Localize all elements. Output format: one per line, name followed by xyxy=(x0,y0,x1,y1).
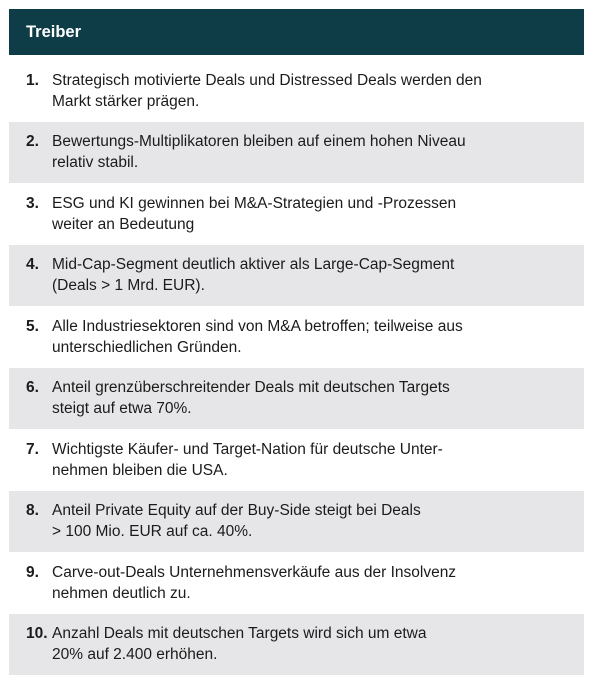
item-text-line: Carve-out-Deals Unternehmensverkäufe aus der Insolvenz xyxy=(52,563,457,581)
item-text xyxy=(52,193,574,235)
drivers-list xyxy=(9,60,584,675)
list-item xyxy=(9,614,584,676)
item-text-line: > 100 Mio. EUR auf ca. 40%. xyxy=(52,523,253,541)
list-item xyxy=(9,552,584,614)
header-title: Treiber xyxy=(26,22,82,41)
list-item xyxy=(9,368,584,430)
list-item xyxy=(9,183,584,245)
item-text xyxy=(52,439,574,481)
drivers-panel xyxy=(9,9,584,675)
item-number: 1. xyxy=(26,71,39,89)
item-text-line: ESG und KI gewinnen bei M&A-Strategien und -Prozessen xyxy=(52,194,457,212)
item-text-line: nehmen bleiben die USA. xyxy=(52,461,228,479)
list-item xyxy=(9,429,584,491)
item-number: 3. xyxy=(26,194,39,212)
list-item xyxy=(9,122,584,184)
item-text-line: steigt auf etwa 70%. xyxy=(52,400,192,418)
item-number: 6. xyxy=(26,379,39,397)
item-text xyxy=(52,254,574,296)
list-item xyxy=(9,306,584,368)
item-text-line: Bewertungs-Multiplikatoren bleiben auf einem hohen Niveau xyxy=(52,133,466,151)
item-text xyxy=(52,70,574,112)
item-number: 9. xyxy=(26,563,39,581)
item-text xyxy=(52,500,574,542)
item-text-line: Anzahl Deals mit deutschen Targets wird sich um etwa xyxy=(52,625,427,643)
item-text-line: unterschiedlichen Gründen. xyxy=(52,338,242,356)
item-number: 7. xyxy=(26,440,39,458)
item-text xyxy=(52,131,574,173)
item-text-line: Anteil grenzüberschreitender Deals mit deutschen Targets xyxy=(52,379,450,397)
item-text xyxy=(52,377,574,419)
item-number: 10. xyxy=(26,625,48,643)
list-item xyxy=(9,60,584,122)
item-number: 4. xyxy=(26,256,39,274)
item-text-line: relativ stabil. xyxy=(52,154,139,172)
item-number: 8. xyxy=(26,502,39,520)
item-text xyxy=(52,316,574,358)
item-text xyxy=(52,562,574,604)
item-text xyxy=(52,623,574,665)
item-text-line: Strategisch motivierte Deals und Distressed Deals werden den xyxy=(52,71,482,89)
item-text-line: 20% auf 2.400 erhöhen. xyxy=(52,646,218,664)
item-text-line: weiter an Bedeutung xyxy=(52,215,195,233)
item-text-line: Mid-Cap-Segment deutlich aktiver als Large-Cap-Segment xyxy=(52,256,455,274)
item-text-line: Markt stärker prägen. xyxy=(52,92,200,110)
item-number: 2. xyxy=(26,133,39,151)
list-item xyxy=(9,491,584,553)
item-text-line: nehmen deutlich zu. xyxy=(52,584,191,602)
item-text-line: (Deals > 1 Mrd. EUR). xyxy=(52,277,205,295)
list-item xyxy=(9,245,584,307)
item-text-line: Anteil Private Equity auf der Buy-Side steigt bei Deals xyxy=(52,502,421,520)
item-text-line: Alle Industriesektoren sind von M&A betroffen; teilweise aus xyxy=(52,317,463,335)
item-text-line: Wichtigste Käufer- und Target-Nation für deutsche Unter- xyxy=(52,440,443,458)
panel-header xyxy=(9,9,584,55)
item-number: 5. xyxy=(26,317,39,335)
